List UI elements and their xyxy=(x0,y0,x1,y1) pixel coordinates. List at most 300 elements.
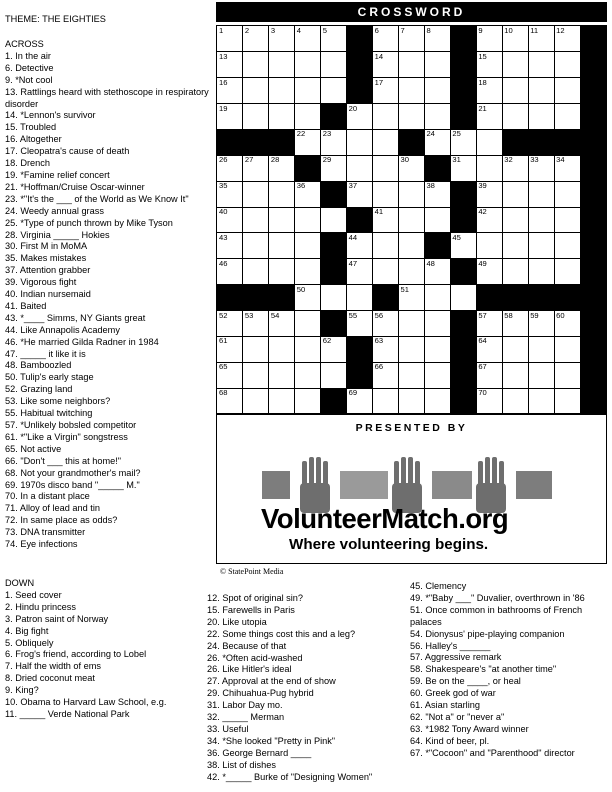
grid-cell[interactable] xyxy=(269,26,295,52)
grid-cell[interactable] xyxy=(243,181,269,207)
cell-number: 31 xyxy=(452,155,461,165)
grid-cell[interactable] xyxy=(476,233,502,259)
grid-cell[interactable] xyxy=(217,104,243,130)
grid-cell[interactable] xyxy=(554,362,580,388)
grid-cell[interactable] xyxy=(502,78,528,104)
grid-cell[interactable] xyxy=(217,311,243,337)
grid-cell[interactable] xyxy=(476,129,502,155)
grid-cell[interactable] xyxy=(528,311,554,337)
cell-number: 8 xyxy=(426,26,431,35)
grid-cell[interactable] xyxy=(476,362,502,388)
grid-cell[interactable] xyxy=(476,311,502,337)
grid-block xyxy=(321,311,347,337)
grid-block xyxy=(580,362,606,388)
clue-item: 42. *_____ Burke of "Designing Women" xyxy=(207,771,373,782)
grid-cell[interactable] xyxy=(528,388,554,414)
grid-cell[interactable] xyxy=(373,259,399,285)
grid-cell[interactable] xyxy=(554,233,580,259)
grid-cell[interactable] xyxy=(373,336,399,362)
grid-cell[interactable] xyxy=(295,259,321,285)
grid-cell[interactable] xyxy=(269,233,295,259)
grid-cell[interactable] xyxy=(424,181,450,207)
grid-cell[interactable] xyxy=(373,104,399,130)
sponsor-name: VolunteerMatch.org xyxy=(261,503,509,534)
grid-cell[interactable] xyxy=(217,26,243,52)
grid-cell[interactable] xyxy=(554,104,580,130)
cell-number: 53 xyxy=(244,310,254,320)
grid-cell[interactable] xyxy=(424,78,450,104)
clue-item: 14. *Lennon's survivor xyxy=(5,110,96,121)
grid-cell[interactable] xyxy=(243,259,269,285)
grid-block xyxy=(347,207,373,233)
clue-item: 17. Cleopatra's cause of death xyxy=(5,146,130,157)
grid-cell[interactable] xyxy=(321,52,347,78)
grid-cell[interactable] xyxy=(502,388,528,414)
grid-cell[interactable] xyxy=(502,233,528,259)
grid-cell[interactable] xyxy=(528,259,554,285)
cell-number: 66 xyxy=(374,362,384,372)
grid-cell[interactable] xyxy=(373,78,399,104)
grid-block xyxy=(424,155,450,181)
cell-number: 34 xyxy=(556,155,565,165)
grid-block xyxy=(580,285,606,311)
grid-cell[interactable] xyxy=(476,26,502,52)
grid-cell[interactable] xyxy=(295,311,321,337)
grid-cell[interactable] xyxy=(554,388,580,414)
grid-cell[interactable] xyxy=(424,285,450,311)
grid-block xyxy=(580,181,606,207)
clue-item: 24. Because of that xyxy=(207,640,287,651)
cell-number: 68 xyxy=(219,388,228,398)
grid-cell[interactable] xyxy=(476,104,502,130)
cell-number: 69 xyxy=(348,388,358,398)
grid-cell[interactable] xyxy=(476,259,502,285)
cell-number: 15 xyxy=(478,51,487,61)
grid-cell[interactable] xyxy=(295,362,321,388)
grid-cell[interactable] xyxy=(424,362,450,388)
cell-number: 49 xyxy=(478,258,487,268)
cell-number: 9 xyxy=(478,26,483,35)
cell-number: 11 xyxy=(530,26,539,35)
cell-number: 6 xyxy=(374,26,379,35)
cell-number: 19 xyxy=(219,103,228,113)
clue-item: 71. Alloy of lead and tin xyxy=(5,503,101,514)
grid-cell[interactable] xyxy=(243,336,269,362)
grid-cell[interactable] xyxy=(295,336,321,362)
grid-cell[interactable] xyxy=(347,181,373,207)
down-clue-list-3 xyxy=(410,581,610,760)
grid-cell[interactable] xyxy=(424,104,450,130)
cell-number: 64 xyxy=(478,336,487,346)
grid-cell[interactable] xyxy=(217,259,243,285)
grid-cell[interactable] xyxy=(424,26,450,52)
sponsor-tagline: Where volunteering begins. xyxy=(289,536,489,553)
cell-number: 5 xyxy=(322,26,327,35)
cell-number: 63 xyxy=(374,336,384,346)
grid-cell[interactable] xyxy=(269,336,295,362)
cell-number: 52 xyxy=(219,310,228,320)
grid-cell[interactable] xyxy=(399,155,425,181)
grid-cell[interactable] xyxy=(373,52,399,78)
grid-cell[interactable] xyxy=(502,336,528,362)
clue-item: 2. Hindu princess xyxy=(5,601,76,612)
cell-number: 45 xyxy=(452,232,461,242)
clue-item: 33. Useful xyxy=(207,723,249,734)
grid-cell[interactable] xyxy=(502,181,528,207)
grid-cell[interactable] xyxy=(528,26,554,52)
grid-cell[interactable] xyxy=(399,207,425,233)
grid-cell[interactable] xyxy=(528,155,554,181)
grid-cell[interactable] xyxy=(295,129,321,155)
clue-item: 11. _____ Verde National Park xyxy=(5,708,130,719)
grid-cell[interactable] xyxy=(528,362,554,388)
grid-cell[interactable] xyxy=(554,207,580,233)
grid-cell[interactable] xyxy=(476,388,502,414)
grid-cell[interactable] xyxy=(502,52,528,78)
grid-cell[interactable] xyxy=(347,311,373,337)
grid-cell[interactable] xyxy=(502,26,528,52)
crossword-grid xyxy=(216,25,607,415)
grid-cell[interactable] xyxy=(399,52,425,78)
grid-cell[interactable] xyxy=(502,207,528,233)
clue-item: 27. Approval at the end of show xyxy=(207,676,336,687)
cell-number: 4 xyxy=(296,26,302,35)
grid-cell[interactable] xyxy=(528,181,554,207)
grid-cell[interactable] xyxy=(373,311,399,337)
grid-cell[interactable] xyxy=(528,207,554,233)
clue-item: 8. Dried coconut meat xyxy=(5,673,95,684)
grid-cell[interactable] xyxy=(269,259,295,285)
grid-cell[interactable] xyxy=(269,78,295,104)
grid-cell[interactable] xyxy=(217,155,243,181)
grid-cell[interactable] xyxy=(554,311,580,337)
grid-cell[interactable] xyxy=(269,104,295,130)
grid-cell[interactable] xyxy=(243,26,269,52)
grid-cell[interactable] xyxy=(424,52,450,78)
grid-block xyxy=(321,104,347,130)
grid-cell[interactable] xyxy=(269,311,295,337)
grid-cell[interactable] xyxy=(321,336,347,362)
grid-block xyxy=(450,78,476,104)
grid-cell[interactable] xyxy=(554,336,580,362)
grid-cell[interactable] xyxy=(528,233,554,259)
grid-block xyxy=(580,311,606,337)
clue-item: 21. *Hoffman/Cruise Oscar-winner xyxy=(5,181,145,192)
grid-cell[interactable] xyxy=(243,233,269,259)
grid-cell[interactable] xyxy=(321,129,347,155)
grid-cell[interactable] xyxy=(347,155,373,181)
cell-number: 16 xyxy=(219,77,228,87)
grid-cell[interactable] xyxy=(528,336,554,362)
grid-cell[interactable] xyxy=(295,52,321,78)
grid-cell[interactable] xyxy=(243,388,269,414)
down-clue-list-1 xyxy=(5,590,205,721)
grid-cell[interactable] xyxy=(269,155,295,181)
grid-cell[interactable] xyxy=(295,285,321,311)
clue-item: 61. *"Like a Virgin" songstress xyxy=(5,431,128,442)
grid-block xyxy=(450,181,476,207)
cell-number: 17 xyxy=(374,77,384,87)
grid-block xyxy=(321,259,347,285)
cell-number: 29 xyxy=(322,155,332,165)
grid-cell[interactable] xyxy=(528,104,554,130)
clue-item: 46. *He married Gilda Radner in 1984 xyxy=(5,336,159,347)
grid-cell[interactable] xyxy=(399,259,425,285)
grid-cell[interactable] xyxy=(476,336,502,362)
grid-cell[interactable] xyxy=(502,155,528,181)
grid-cell[interactable] xyxy=(269,362,295,388)
grid-cell[interactable] xyxy=(269,207,295,233)
clue-item: 43. *____ Simms, NY Giants great xyxy=(5,312,146,323)
grid-cell[interactable] xyxy=(217,388,243,414)
clue-item: 67. *"Cocoon" and "Parenthood" director xyxy=(410,747,575,758)
clue-item: 1. In the air xyxy=(5,50,51,61)
cell-number: 27 xyxy=(244,155,254,165)
grid-cell[interactable] xyxy=(476,181,502,207)
grid-cell[interactable] xyxy=(424,259,450,285)
cell-number: 43 xyxy=(219,232,228,242)
grid-cell[interactable] xyxy=(347,259,373,285)
theme-label: THEME: THE EIGHTIES xyxy=(5,14,106,24)
grid-cell[interactable] xyxy=(321,26,347,52)
grid-cell[interactable] xyxy=(217,336,243,362)
grid-cell[interactable] xyxy=(476,155,502,181)
grid-cell[interactable] xyxy=(217,207,243,233)
grid-cell[interactable] xyxy=(373,233,399,259)
grid-cell[interactable] xyxy=(217,52,243,78)
clue-item: 63. *1982 Tony Award winner xyxy=(410,723,529,734)
across-clue-list xyxy=(5,51,213,551)
grid-cell[interactable] xyxy=(373,207,399,233)
grid-cell[interactable] xyxy=(295,233,321,259)
grid-cell[interactable] xyxy=(269,52,295,78)
grid-cell[interactable] xyxy=(399,181,425,207)
grid-block xyxy=(347,78,373,104)
grid-cell[interactable] xyxy=(528,78,554,104)
grid-cell[interactable] xyxy=(450,285,476,311)
clue-item: 32. _____ Merman xyxy=(207,712,285,723)
clue-item: 30. First M in MoMA xyxy=(5,241,88,252)
cell-number: 7 xyxy=(400,26,405,35)
grid-cell[interactable] xyxy=(554,26,580,52)
clue-item: 69. 1970s disco band "_____ M." xyxy=(5,479,140,490)
grid-cell[interactable] xyxy=(554,259,580,285)
cell-number: 10 xyxy=(504,26,513,35)
clue-item: 34. *She looked "Pretty in Pink" xyxy=(207,735,336,746)
grid-cell[interactable] xyxy=(243,311,269,337)
grid-block xyxy=(450,362,476,388)
grid-cell[interactable] xyxy=(243,362,269,388)
grid-block xyxy=(580,52,606,78)
clue-item: 9. King? xyxy=(5,685,39,696)
grid-cell[interactable] xyxy=(243,104,269,130)
grid-block xyxy=(347,336,373,362)
grid-block xyxy=(528,285,554,311)
grid-cell[interactable] xyxy=(269,181,295,207)
grid-cell[interactable] xyxy=(295,181,321,207)
grid-cell[interactable] xyxy=(347,388,373,414)
grid-block xyxy=(502,129,528,155)
grid-cell[interactable] xyxy=(399,362,425,388)
cell-number: 41 xyxy=(374,207,384,217)
grid-cell[interactable] xyxy=(399,233,425,259)
grid-cell[interactable] xyxy=(502,362,528,388)
grid-block xyxy=(450,26,476,52)
grid-cell[interactable] xyxy=(476,52,502,78)
grid-cell[interactable] xyxy=(450,155,476,181)
cell-number: 14 xyxy=(374,51,384,61)
grid-cell[interactable] xyxy=(373,129,399,155)
grid-cell[interactable] xyxy=(347,104,373,130)
grid-cell[interactable] xyxy=(554,155,580,181)
grid-cell[interactable] xyxy=(243,78,269,104)
grid-cell[interactable] xyxy=(321,155,347,181)
grid-cell[interactable] xyxy=(373,362,399,388)
grid-cell[interactable] xyxy=(295,207,321,233)
grid-cell[interactable] xyxy=(502,104,528,130)
grid-cell[interactable] xyxy=(217,362,243,388)
grid-block xyxy=(217,285,243,311)
grid-cell[interactable] xyxy=(243,52,269,78)
clue-item: 55. Habitual twitching xyxy=(5,408,93,419)
crossword-banner: CROSSWORD xyxy=(216,2,607,22)
grid-cell[interactable] xyxy=(321,362,347,388)
cell-number: 58 xyxy=(504,310,513,320)
cell-number: 38 xyxy=(426,181,435,191)
grid-cell[interactable] xyxy=(424,388,450,414)
grid-cell[interactable] xyxy=(399,336,425,362)
grid-cell[interactable] xyxy=(295,78,321,104)
grid-block xyxy=(399,129,425,155)
clue-item: 31. Labor Day mo. xyxy=(207,700,283,711)
clue-item: 62. "Not a" or "never a" xyxy=(410,711,505,722)
clue-item: 3. Patron saint of Norway xyxy=(5,613,109,624)
grid-cell[interactable] xyxy=(528,52,554,78)
grid-cell[interactable] xyxy=(399,311,425,337)
grid-block xyxy=(580,104,606,130)
grid-cell[interactable] xyxy=(399,388,425,414)
grid-cell[interactable] xyxy=(321,207,347,233)
cell-number: 33 xyxy=(530,155,539,165)
grid-cell[interactable] xyxy=(424,129,450,155)
clue-item: 50. Tulip's early stage xyxy=(5,372,94,383)
grid-cell[interactable] xyxy=(424,311,450,337)
clue-item: 56. Halley's ______ xyxy=(410,640,491,651)
cell-number: 40 xyxy=(219,207,228,217)
grid-block xyxy=(580,155,606,181)
grid-cell[interactable] xyxy=(554,181,580,207)
clue-item: 24. Weedy annual grass xyxy=(5,205,104,216)
across-clues xyxy=(5,39,213,551)
grid-cell[interactable] xyxy=(554,78,580,104)
cell-number: 12 xyxy=(556,26,565,35)
clue-item: 7. Half the width of ems xyxy=(5,661,102,672)
grid-cell[interactable] xyxy=(295,388,321,414)
grid-cell[interactable] xyxy=(321,285,347,311)
grid-cell[interactable] xyxy=(502,259,528,285)
grid-cell[interactable] xyxy=(347,233,373,259)
clue-item: 26. Like Hitler's ideal xyxy=(207,664,292,675)
grid-cell[interactable] xyxy=(476,207,502,233)
grid-cell[interactable] xyxy=(399,104,425,130)
clue-item: 35. Makes mistakes xyxy=(5,253,87,264)
grid-cell[interactable] xyxy=(424,207,450,233)
grid-block xyxy=(321,181,347,207)
clue-item: 57. *Unlikely bobsled competitor xyxy=(5,420,137,430)
clue-item: 65. Not active xyxy=(5,443,62,454)
cell-number: 67 xyxy=(478,362,487,372)
clue-item: 28. Virginia _____ Hokies xyxy=(5,229,110,240)
grid-cell[interactable] xyxy=(476,78,502,104)
clue-item: 15. Troubled xyxy=(5,122,57,133)
grid-cell[interactable] xyxy=(295,26,321,52)
cell-number: 37 xyxy=(348,181,358,191)
grid-cell[interactable] xyxy=(450,129,476,155)
grid-cell[interactable] xyxy=(373,26,399,52)
grid-cell[interactable] xyxy=(347,129,373,155)
cell-number: 61 xyxy=(219,336,228,346)
clue-item: 29. Chihuahua-Pug hybrid xyxy=(207,688,314,699)
grid-block xyxy=(269,285,295,311)
grid-block xyxy=(476,285,502,311)
grid-block xyxy=(580,233,606,259)
clue-item: 51. Once common in bathrooms of French palaces xyxy=(410,604,585,627)
cell-number: 55 xyxy=(348,310,358,320)
clue-item: 52. Grazing land xyxy=(5,384,73,395)
cell-number: 2 xyxy=(244,26,250,35)
grid-block xyxy=(580,129,606,155)
clue-item: 60. Greek god of war xyxy=(410,688,496,699)
grid-cell[interactable] xyxy=(243,155,269,181)
grid-cell[interactable] xyxy=(243,207,269,233)
grid-cell[interactable] xyxy=(373,388,399,414)
grid-block xyxy=(580,259,606,285)
grid-cell[interactable] xyxy=(373,181,399,207)
cell-number: 13 xyxy=(219,51,228,61)
grid-cell[interactable] xyxy=(373,155,399,181)
grid-cell[interactable] xyxy=(217,233,243,259)
cell-number: 24 xyxy=(426,129,435,139)
grid-cell[interactable] xyxy=(450,233,476,259)
cell-number: 18 xyxy=(478,77,487,87)
grid-cell[interactable] xyxy=(399,78,425,104)
grid-cell[interactable] xyxy=(554,52,580,78)
grid-cell[interactable] xyxy=(347,285,373,311)
clue-item: 9. *Not cool xyxy=(5,74,53,85)
clue-item: 57. Aggressive remark xyxy=(410,652,502,663)
grid-cell[interactable] xyxy=(217,181,243,207)
clue-item: 37. Attention grabber xyxy=(5,265,91,276)
cell-number: 54 xyxy=(270,310,280,320)
grid-cell[interactable] xyxy=(424,336,450,362)
grid-cell[interactable] xyxy=(217,78,243,104)
down-clues-col1 xyxy=(5,578,205,721)
grid-cell[interactable] xyxy=(502,311,528,337)
grid-cell[interactable] xyxy=(295,104,321,130)
grid-cell[interactable] xyxy=(399,26,425,52)
cell-number: 50 xyxy=(296,284,306,294)
clue-item: 38. List of dishes xyxy=(207,759,276,770)
cell-number: 62 xyxy=(322,336,332,346)
grid-cell[interactable] xyxy=(399,285,425,311)
grid-cell[interactable] xyxy=(269,388,295,414)
credit-text: © StatePoint Media xyxy=(220,567,284,576)
cell-number: 3 xyxy=(270,26,276,35)
grid-block xyxy=(580,207,606,233)
clue-item: 36. George Bernard ____ xyxy=(207,747,312,758)
grid-cell[interactable] xyxy=(321,78,347,104)
clue-item: 66. "Don't ___ this at home!" xyxy=(5,455,122,466)
